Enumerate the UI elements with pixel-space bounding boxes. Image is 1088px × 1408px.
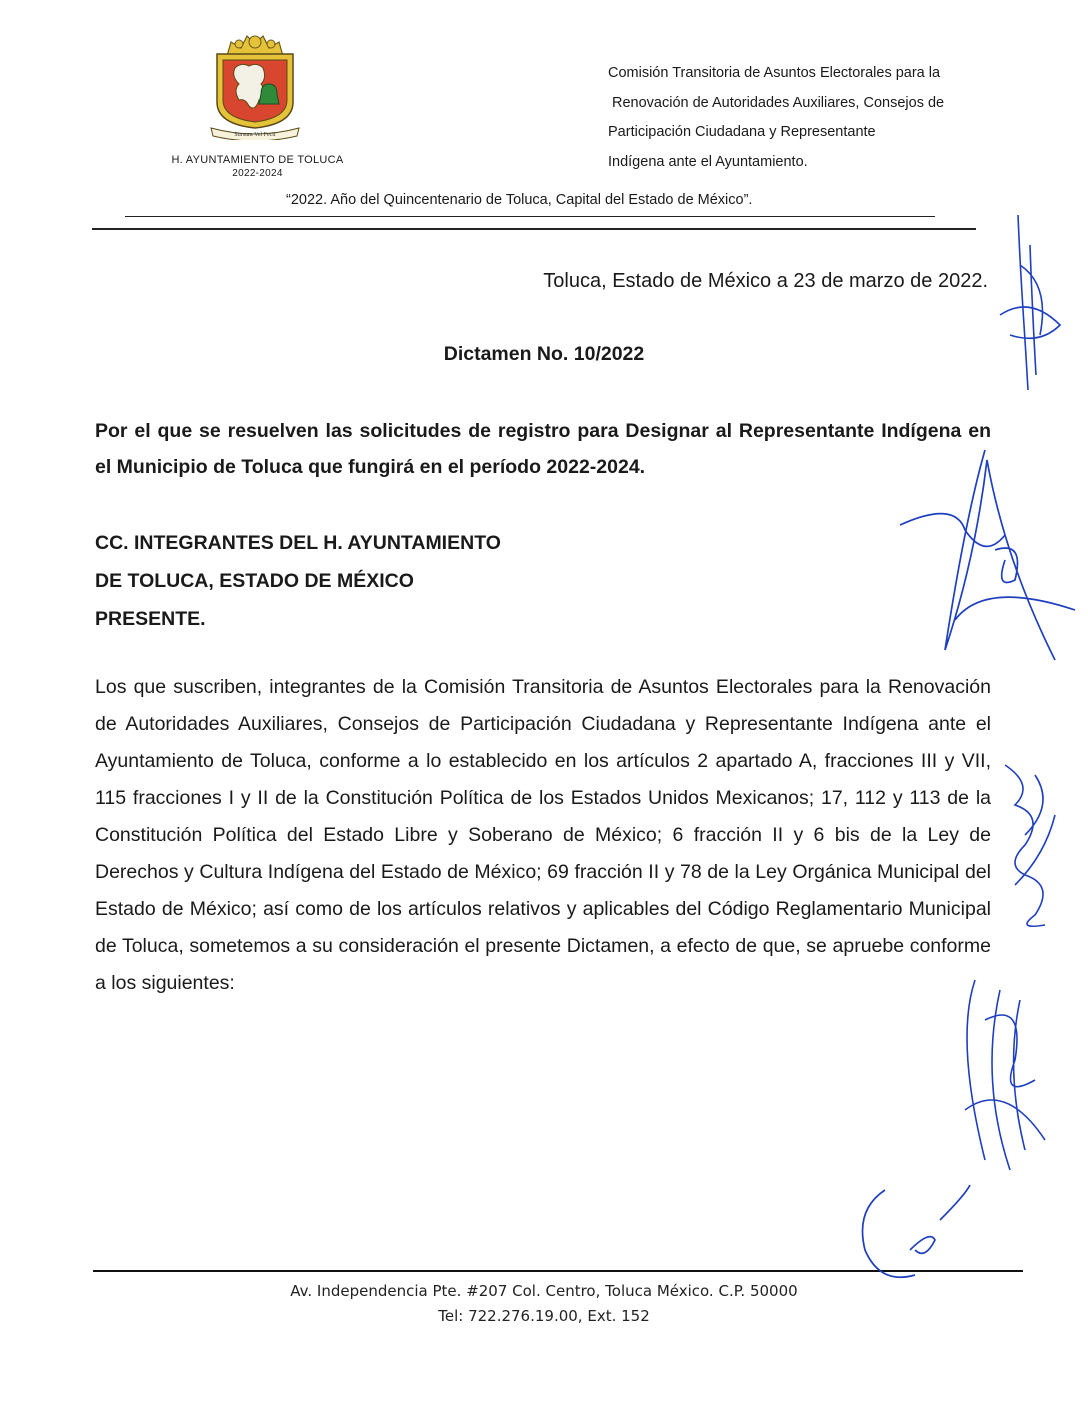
footer-address: Av. Independencia Pte. #207 Col. Centro, Toluca México. C.P. 50000: [290, 1282, 798, 1300]
body-paragraph: Los que suscriben, integrantes de la Comisión Transitoria de Asuntos Electorales para la Renovación de Autoridades Auxiliares, Consejos de Participación Ciudadana y Representante Indígena ante el Ayuntamiento de Toluca, conforme a lo establecido en los artículos 2 apartado A, fracciones III y VII, 115 fracciones I y II de la Constitución Política de los Estados Unidos Mexicanos; 17, 112 y 113 de la Constitución Política del Estado Libre y Soberano de México; 6 fracción II y 6 bis de la Ley de Derechos y Cultura Indígena del Estado de México; 69 fracción II y 78 de la Ley Orgánica Municipal del Estado de México; así como de los artículos relativos y aplicables del Código Reglamentario Municipal de Toluca, sometemos a su consideración el presente Dictamen, a efecto de que, se apruebe conforme a los siguientes:: [95, 676, 991, 994]
organization-years: 2022-2024: [232, 168, 283, 179]
organization-name: [150, 153, 365, 181]
commission-line: Participación Ciudadana y Representante: [608, 124, 876, 140]
seal-motto: Sursum Vel Fecit: [234, 132, 276, 138]
commission-line: Comisión Transitoria de Asuntos Electorales para la: [608, 65, 941, 81]
margin-initials-1: [995, 755, 1065, 935]
addressee-line: CC. INTEGRANTES DEL H. AYUNTAMIENTO: [95, 532, 501, 554]
addressee-block: [95, 524, 501, 638]
header-divider-thin: [125, 216, 935, 217]
commission-line: Renovación de Autoridades Auxiliares, Consejos de: [612, 94, 945, 111]
header-divider-thick: [92, 228, 976, 230]
footer-phone: Tel: 722.276.19.00, Ext. 152: [438, 1307, 650, 1325]
footer-divider: [93, 1270, 1023, 1272]
place-and-date: Toluca, Estado de México a 23 de marzo de 2022.: [543, 270, 988, 292]
commission-header: [608, 59, 1028, 177]
organization-title: H. AYUNTAMIENTO DE TOLUCA: [171, 154, 344, 166]
dictamen-number: Dictamen No. 10/2022: [443, 343, 645, 365]
year-motto: “2022. Año del Quincentenario de Toluca, Capital del Estado de México”.: [286, 192, 753, 208]
commission-line: Indígena ante el Ayuntamiento.: [608, 153, 808, 170]
addressee-line: PRESENTE.: [95, 608, 206, 630]
margin-initials-3: [855, 1180, 975, 1290]
addressee-line: DE TOLUCA, ESTADO DE MÉXICO: [95, 570, 414, 592]
margin-signature-1: [990, 205, 1070, 405]
footer: [0, 1279, 1088, 1329]
dictamen-subject: Por el que se resuelven las solicitudes de registro para Designar al Representante Indígena en el Municipio de Toluca que fungirá en el período 2022-2024.: [95, 420, 991, 478]
toluca-coat-of-arms-icon: [205, 28, 305, 140]
